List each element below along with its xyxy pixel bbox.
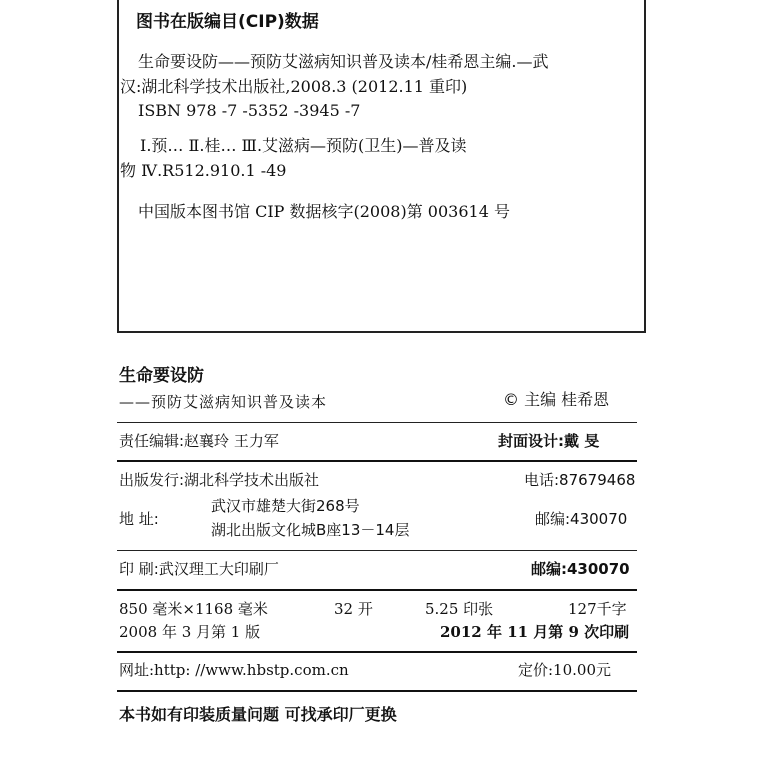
cover-design: 封面设计:戴 旻 — [498, 432, 600, 450]
publisher-phone: 电话:87679468 — [524, 471, 636, 489]
book-subtitle: ——预防艾滋病知识普及读本 — [119, 393, 328, 411]
address-line-1: 武汉市雄楚大街268号 — [211, 497, 360, 515]
cip-line-2: 汉:湖北科学技术出版社,2008.3 (2012.11 重印) — [120, 77, 468, 96]
divider — [117, 690, 637, 692]
cip-isbn: ISBN 978 -7 -5352 -3945 -7 — [138, 101, 361, 120]
divider — [117, 460, 637, 462]
address-line-2: 湖北出版文化城B座13－14层 — [211, 521, 410, 539]
cip-line-1: 生命要设防——预防艾滋病知识普及读本/桂希恩主编.—武 — [138, 52, 549, 71]
book-title: 生命要设防 — [119, 366, 204, 386]
cip-classification-2: 物 Ⅳ.R512.910.1 -49 — [120, 161, 287, 180]
printer-postcode: 邮编:430070 — [531, 560, 630, 578]
spec-kai: 32 开 — [334, 600, 373, 618]
divider — [117, 651, 637, 653]
spec-format: 850 毫米×1168 毫米 — [119, 600, 268, 618]
divider — [117, 422, 637, 423]
spec-words: 127千字 — [568, 600, 627, 618]
spec-first-edition: 2008 年 3 月第 1 版 — [119, 623, 261, 641]
spec-printing: 2012 年 11 月第 9 次印刷 — [440, 623, 630, 641]
publisher-issuer: 出版发行:湖北科学技术出版社 — [119, 471, 320, 489]
responsible-editor: 责任编辑:赵襄玲 王力军 — [119, 432, 279, 450]
spec-sheets: 5.25 印张 — [425, 600, 494, 618]
divider — [117, 589, 637, 591]
cip-heading: 图书在版编目(CIP)数据 — [136, 12, 319, 32]
cip-classification-1: Ⅰ.预… Ⅱ.桂… Ⅲ.艾滋病—预防(卫生)—普及读 — [140, 136, 467, 155]
address-label: 地 址: — [119, 510, 159, 528]
cip-number: 中国版本图书馆 CIP 数据核字(2008)第 003614 号 — [138, 202, 510, 221]
publisher-postcode: 邮编:430070 — [535, 510, 628, 528]
price: 定价:10.00元 — [518, 661, 611, 679]
printer: 印 刷:武汉理工大印刷厂 — [119, 560, 279, 578]
quality-notice: 本书如有印装质量问题 可找承印厂更换 — [119, 705, 397, 724]
divider — [117, 550, 637, 551]
book-editor: © 主编 桂希恩 — [503, 390, 610, 409]
website: 网址:http: //www.hbstp.com.cn — [119, 661, 349, 679]
